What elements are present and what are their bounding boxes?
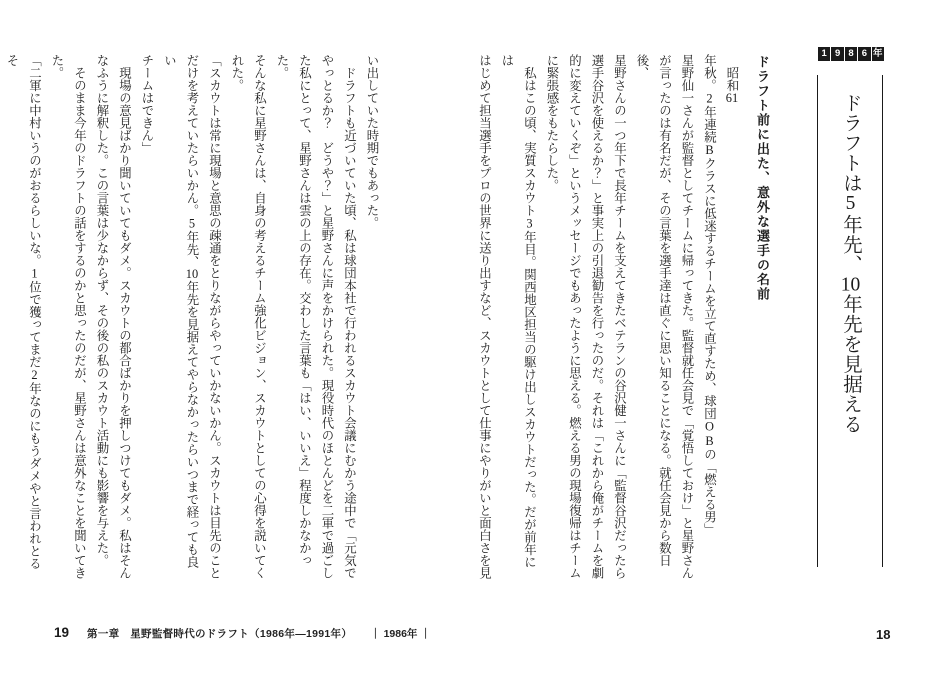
- page-number-left: 19: [54, 625, 70, 640]
- left-page-body-item: 「二軍に中村いうのがおるらしいな。1位で獲ってまだ2年なのにもうダメやと言われとるそ: [5, 54, 42, 570]
- left-page-body: [0, 54, 383, 580]
- left-page-body-item: た。: [50, 54, 64, 79]
- year-badge-item: 6: [858, 47, 870, 61]
- right-page-body-item: 昭和61年秋。2年連続Bクラスに低迷するチームを立て直すため、球団OBの「燃える男」: [702, 54, 739, 536]
- left-page-body-item: れた。: [230, 54, 244, 92]
- left-page-body-item: チームはできん」: [140, 54, 154, 154]
- left-page-footer: [54, 625, 431, 641]
- left-page-body-item: た私にとって、星野さんは雲の上の存在。交わした言葉も「はい、いいえ」程度しかなかった。: [275, 54, 312, 567]
- footer-year-marker: ｜ 1986年 ｜: [370, 628, 431, 640]
- chapter-title: 第一章 星野監督時代のドラフト（1986年—1991年）: [87, 628, 353, 640]
- right-page-body-item: 私はこの頃、実質スカウト3年目。関西地区担当の駆け出しスカウトだった。だが前年には: [500, 54, 537, 569]
- right-page-body-item: 星野仙一さんが監督としてチームに帰ってきた。監督就任会見で「覚悟しておけ」と星野さん: [680, 54, 694, 579]
- left-page-body-item: なふうに解釈した。この言葉は少なからず、その後の私のスカウト活動にも影響を与えた。: [95, 54, 109, 567]
- left-page-body-item: 「スカウトは常に現場と意思の疎通をとりながらやっていかないかん。スカウトは目先のこと: [207, 54, 222, 579]
- left-page-body-item: [0, 54, 1, 580]
- right-page-body-item: はじめて担当選手をプロの世界に送り出すなど、スカウトとして仕事にやりがいと面白さを見: [477, 54, 492, 579]
- left-page-body-item: だけを考えていたらいかん。5年先、10年先を見据えてやらなかったらいつまで経っても良い: [162, 54, 199, 569]
- left-page-body-item: い出していた時期でもあった。: [365, 54, 379, 229]
- year-badge-item: 9: [831, 47, 843, 61]
- year-badge-item: 年: [873, 48, 883, 59]
- year-badge: [818, 47, 884, 61]
- right-page-body-item: 的に変えていくぞ」というメッセージでもあったように思える。燃える男の現場復帰はチーム: [567, 54, 582, 579]
- right-page-body-item: 星野さんの一つ年下で長年チームを支えてきたベテランの谷沢健一さんに「監督谷沢だったら: [612, 54, 627, 579]
- left-page-body-item: そのまま今年のドラフトの話をするのかと思ったのだが、星野さんは意外なことを聞いてき: [72, 54, 87, 579]
- left-page-body-item: 現場の意見ばかり聞いていてもダメ。スカウトの都合ばかりを押しつけてもダメ。私はそん: [117, 54, 132, 579]
- left-page-body-item: ドラフトも近づいていた頃、私は球団本社で行われるスカウト会議にむかう途中で「元気で: [342, 54, 357, 579]
- left-page-body-item: やっとるか？ どうや？」と星野さんに声をかけられた。現役時代のほとんどを二軍で過ごし: [320, 54, 334, 579]
- year-badge-item: 1: [818, 47, 830, 61]
- title-rule-block: [817, 75, 883, 567]
- right-page-body: [473, 54, 743, 580]
- page-title: ドラフトは5年先、10年先を見据える: [840, 93, 861, 434]
- page-number-right: 18: [876, 627, 891, 642]
- right-page-body-item: に緊張感をもたらした。: [545, 54, 559, 192]
- right-page-body-item: 選手谷沢を使えるか？」と事実上の引退勧告を行ったのだ。それは「これから俺がチームを劇: [590, 54, 604, 579]
- right-page-body-item: が言ったのは有名だが、その言葉を選手達は直ぐに思い知ることになる。就任会見から数日後、: [635, 54, 672, 567]
- left-page-body-item: そんな私に星野さんは、自身の考えるチーム強化ビジョン、スカウトとしての心得を説いてく: [252, 54, 267, 579]
- section-subtitle: ドラフト前に出た、意外な選手の名前: [755, 55, 770, 302]
- year-badge-item: 8: [845, 47, 857, 61]
